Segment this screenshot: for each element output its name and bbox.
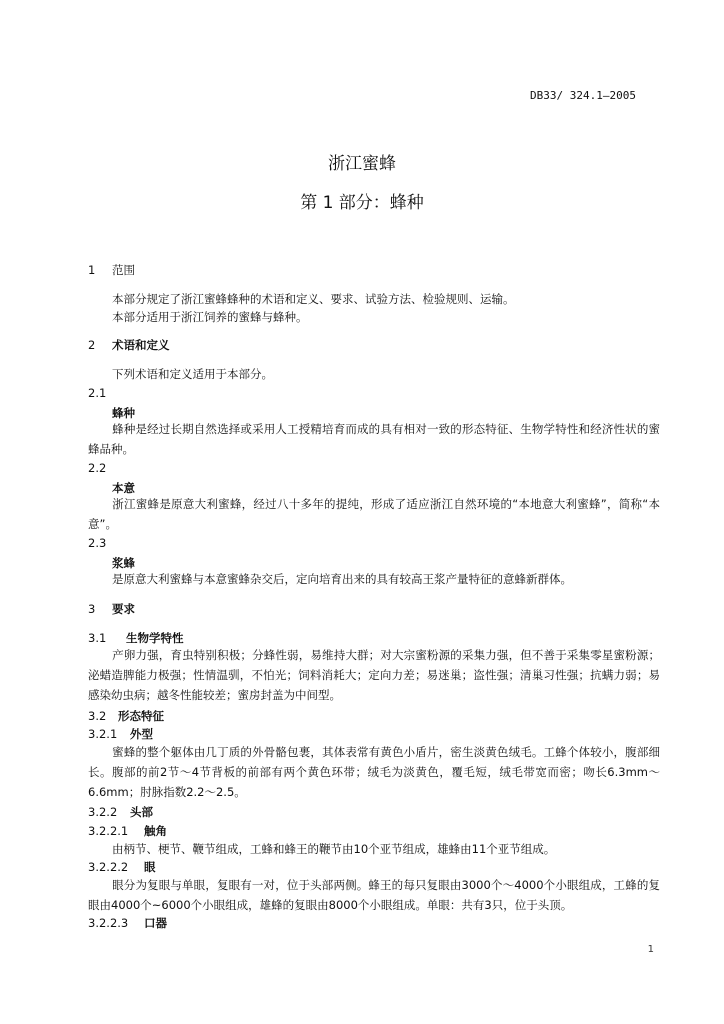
section-2-heading <box>88 337 170 353</box>
clause-title: 生物学特性 <box>126 631 184 645</box>
clause-3-2-heading <box>88 708 164 724</box>
section-2-intro <box>88 364 660 384</box>
paragraph-text: 下列术语和定义适用于本部分。 <box>112 367 273 381</box>
clause-3-2-2-3-heading <box>88 915 167 931</box>
clause-number: 3.2.2 <box>88 805 118 819</box>
section-title: 范围 <box>112 263 135 277</box>
section-number: 1 <box>88 263 96 277</box>
term-label: 浆蜂 <box>112 556 135 570</box>
term-definition <box>88 569 660 589</box>
clause-number: 2.1 <box>88 386 107 400</box>
paragraph-text: 由柄节、梗节、鞭节组成，工蜂和蜂王的鞭节由10个亚节组成，雄蜂由11个亚节组成。 <box>112 842 556 856</box>
clause-title: 触角 <box>144 824 167 838</box>
clause-number: 2.3 <box>88 536 107 550</box>
clause-number: 3.2.1 <box>88 727 118 741</box>
clause-3-2-2-2-text <box>88 875 660 915</box>
document-title: 浙江蜜蜂 <box>328 154 396 174</box>
clause-3-2-2-heading <box>88 804 153 820</box>
paragraph-text: 本部分规定了浙江蜜蜂蜂种的术语和定义、要求、试验方法、检验规则、运输。 <box>112 292 515 306</box>
section-1-paragraph-1 <box>88 289 660 309</box>
clause-title: 口器 <box>144 916 167 930</box>
clause-3-2-1-heading <box>88 726 153 742</box>
standard-number: DB33/ 324.1—2005 <box>530 89 636 102</box>
clause-number: 3.2 <box>88 709 107 723</box>
clause-3-2-2-1-heading <box>88 823 167 839</box>
section-title: 要求 <box>112 602 135 616</box>
paragraph-text: 浙江蜜蜂是原意大利蜜蜂，经过八十多年的提纯，形成了适应浙江自然环境的“本地意大利蜜蜂”，简称“本意”。 <box>88 497 660 531</box>
clause-title: 头部 <box>130 805 153 819</box>
clause-3-2-2-2-heading <box>88 859 156 875</box>
document-subtitle: 第 1 部分：蜂种 <box>300 193 424 213</box>
section-1-heading <box>88 262 135 278</box>
clause-3-1-text <box>88 645 660 705</box>
section-1-paragraph-2 <box>88 307 660 327</box>
section-number: 3 <box>88 602 96 616</box>
clause-number: 2.2 <box>88 461 107 475</box>
term-definition <box>88 419 660 459</box>
paragraph-text: 蜂种是经过长期自然选择或采用人工授精培育而成的具有相对一致的形态特征、生物学特性和经济性状的蜜蜂品种。 <box>88 422 660 456</box>
paragraph-text: 本部分适用于浙江饲养的蜜蜂与蜂种。 <box>112 310 308 324</box>
clause-title: 外型 <box>130 727 153 741</box>
term-definition <box>88 494 660 534</box>
clause-3-1-heading <box>88 630 184 646</box>
page-number: 1 <box>647 944 654 955</box>
clause-title: 形态特征 <box>118 709 164 723</box>
clause-title: 眼 <box>144 860 156 874</box>
clause-3-2-1-text <box>88 742 660 802</box>
clause-number: 3.2.2.2 <box>88 860 129 874</box>
term-label: 蜂种 <box>112 406 135 420</box>
section-3-heading <box>88 601 135 617</box>
paragraph-text: 产卵力强，育虫特别积极；分蜂性弱，易维持大群；对大宗蜜粉源的采集力强，但不善于采集零星蜜粉源；泌蜡造脾能力极强；性情温驯，不怕光；饲料消耗大；定向力差；易迷巢；盗性强；清巢习性强；抗螨力弱；易感染幼虫病；越冬性能较差；蜜房封盖为中间型。 <box>88 648 660 702</box>
clause-number: 3.1 <box>88 631 107 645</box>
clause-3-2-2-1-text <box>88 839 660 859</box>
paragraph-text: 蜜蜂的整个躯体由几丁质的外骨骼包裹，其体表常有黄色小盾片，密生淡黄色绒毛。工蜂个体较小，腹部细长。腹部的前2节～4节背板的前部有两个黄色环带；绒毛为淡黄色，覆毛短，绒毛带宽而密；吻长6.3mm～6.6mm；肘脉指数2.2～2.5。 <box>88 745 660 799</box>
clause-number: 3.2.2.3 <box>88 916 129 930</box>
paragraph-text: 是原意大利蜜蜂与本意蜜蜂杂交后，定向培育出来的具有较高王浆产量特征的意蜂新群体。 <box>112 572 572 586</box>
term-label: 本意 <box>112 481 135 495</box>
section-number: 2 <box>88 338 96 352</box>
section-title: 术语和定义 <box>112 338 170 352</box>
clause-number: 3.2.2.1 <box>88 824 129 838</box>
paragraph-text: 眼分为复眼与单眼，复眼有一对，位于头部两侧。蜂王的每只复眼由3000个～4000个小眼组成，工蜂的复眼由4000个~6000个小眼组成，雄蜂的复眼由8000个小眼组成。单眼：共有3只，位于头顶。 <box>88 878 660 912</box>
